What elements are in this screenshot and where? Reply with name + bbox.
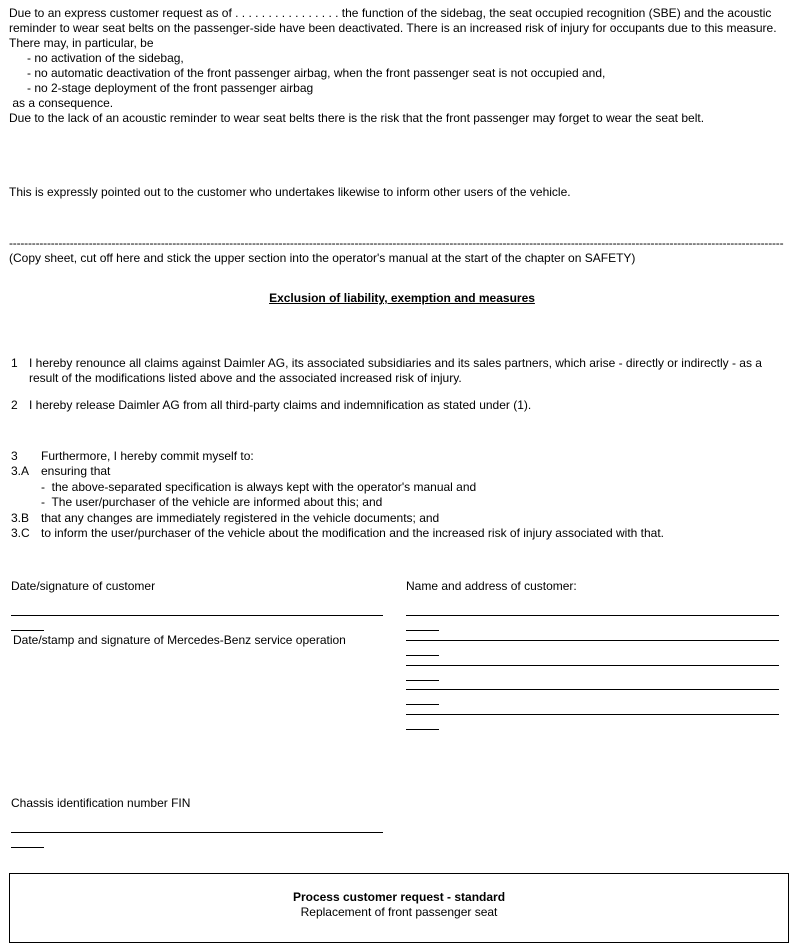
footer-subtitle: Replacement of front passenger seat bbox=[300, 905, 498, 919]
chassis-fin-label: Chassis identification number FIN bbox=[11, 796, 191, 810]
item-3a-text: ensuring that bbox=[41, 464, 111, 478]
item-3c-number: 3.C bbox=[11, 526, 30, 540]
consequence-line: as a consequence. bbox=[9, 96, 114, 110]
item-3-text: Furthermore, I hereby commit myself to: bbox=[41, 449, 254, 463]
item-1-text-line-2: result of the modifications listed above and the associated increased risk of injury. bbox=[29, 371, 462, 385]
item-3c-text: to inform the user/purchaser of the vehicle about the modification and the increased risk of injury associated with that. bbox=[41, 526, 665, 540]
footer-box bbox=[9, 873, 789, 943]
item-2-number: 2 bbox=[11, 398, 18, 412]
address-line-1[interactable] bbox=[406, 615, 779, 616]
intro-line-1: Due to an express customer request as of . . . . . . . . . . . . . . . . the function of the sidebag, the seat occupied recognition (SBE) and the acoustic bbox=[9, 6, 772, 20]
address-line-3-cont bbox=[406, 680, 439, 681]
bullet-item: - no automatic deactivation of the front passenger airbag, when the front passenger seat is not occupied and, bbox=[27, 66, 606, 80]
customer-signature-line[interactable] bbox=[11, 615, 383, 616]
chassis-fin-line-cont bbox=[11, 847, 44, 848]
service-operation-label: Date/stamp and signature of Mercedes-Benz service operation bbox=[13, 633, 346, 647]
intro-line-3: There may, in particular, be bbox=[9, 36, 154, 50]
item-3a-sub-1: - the above-separated specification is always kept with the operator's manual and bbox=[41, 480, 477, 494]
address-line-4-cont bbox=[406, 704, 439, 705]
intro-paragraph bbox=[9, 6, 799, 126]
cut-instruction: (Copy sheet, cut off here and stick the upper section into the operator's manual at the start of the chapter on SAFETY) bbox=[9, 251, 636, 265]
address-line-4[interactable] bbox=[406, 689, 779, 690]
bullet-item: - no 2-stage deployment of the front passenger airbag bbox=[27, 81, 314, 95]
name-address-customer-label: Name and address of customer: bbox=[406, 579, 577, 593]
address-line-1-cont bbox=[406, 630, 439, 631]
intro-line-2: reminder to wear seat belts on the passenger-side have been deactivated. There is an increased risk of injury for occupants due to this measure. bbox=[9, 21, 777, 35]
item-2-text: I hereby release Daimler AG from all third-party claims and indemnification as stated under (1). bbox=[29, 398, 532, 412]
customer-signature-line-cont bbox=[11, 630, 44, 631]
address-line-2-cont bbox=[406, 655, 439, 656]
customer-notice: This is expressly pointed out to the customer who undertakes likewise to inform other users of the vehicle. bbox=[9, 185, 571, 199]
item-3a-sub-2: - The user/purchaser of the vehicle are informed about this; and bbox=[41, 495, 383, 509]
item-1-text-line-1: I hereby renounce all claims against Daimler AG, its associated subsidiaries and its sales partners, which arise - directly or indirectly - as a bbox=[29, 356, 762, 370]
chassis-fin-line[interactable] bbox=[11, 832, 383, 833]
cut-line: ------------------------------------------------------------------------------------------------------------------------------------------------------------------------------------------------------------ bbox=[9, 236, 784, 250]
address-line-5-cont bbox=[406, 729, 439, 730]
seatbelt-risk-line: Due to the lack of an acoustic reminder to wear seat belts there is the risk that the front passenger may forget to wear the seat belt. bbox=[9, 111, 705, 125]
address-line-2[interactable] bbox=[406, 640, 779, 641]
item-3-number: 3 bbox=[11, 449, 18, 463]
address-line-3[interactable] bbox=[406, 665, 779, 666]
footer-title: Process customer request - standard bbox=[292, 890, 506, 904]
item-1-number: 1 bbox=[11, 356, 18, 370]
item-3b-number: 3.B bbox=[11, 511, 30, 525]
date-signature-customer-label: Date/signature of customer bbox=[11, 579, 156, 593]
exclusion-title: Exclusion of liability, exemption and measures bbox=[269, 291, 535, 305]
address-line-5[interactable] bbox=[406, 714, 779, 715]
bullet-item: - no activation of the sidebag, bbox=[27, 51, 184, 65]
item-3a-number: 3.A bbox=[11, 464, 30, 478]
item-3b-text: that any changes are immediately registered in the vehicle documents; and bbox=[41, 511, 440, 525]
